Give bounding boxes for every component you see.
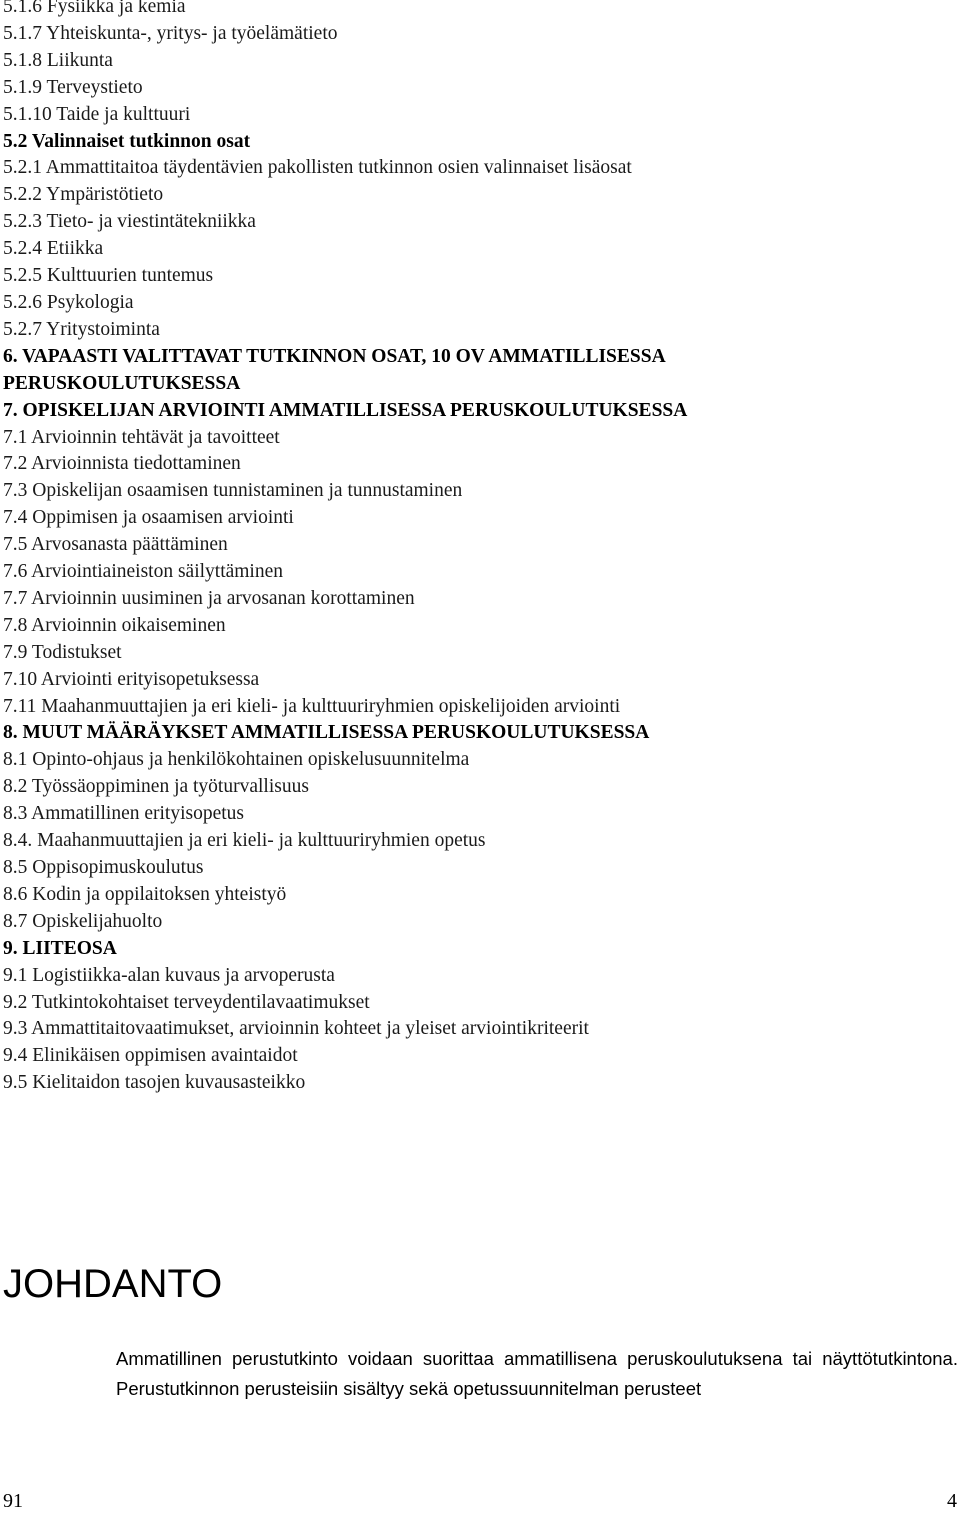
toc-entry: 5.1.10 Taide ja kulttuuri xyxy=(3,103,191,125)
toc-heading: 7. OPISKELIJAN ARVIOINTI AMMATILLISESSA PERUSKOULUTUKSESSA xyxy=(3,399,688,421)
toc-entry: 7.1 Arvioinnin tehtävät ja tavoitteet xyxy=(3,426,280,448)
toc-entry: 8.4. Maahanmuuttajien ja eri kieli- ja kulttuuriryhmien opetus xyxy=(3,830,486,852)
toc-heading: 8. MUUT MÄÄRÄYKSET AMMATILLISESSA PERUSKOULUTUKSESSA xyxy=(3,722,650,744)
toc-entry: 8.2 Työssäoppiminen ja työturvallisuus xyxy=(3,776,309,798)
toc-entry: 5.1.6 Fysiikka ja kemia xyxy=(3,0,186,17)
toc-entry: 5.2.6 Psykologia xyxy=(3,291,134,313)
toc-entry: 7.6 Arviointiaineiston säilyttäminen xyxy=(3,561,284,583)
toc-entry: 7.4 Oppimisen ja osaamisen arviointi xyxy=(3,507,294,529)
toc-entry: 7.2 Arvioinnista tiedottaminen xyxy=(3,453,241,475)
toc-heading: 5.2 Valinnaiset tutkinnon osat xyxy=(3,130,251,152)
toc-entry: 7.8 Arvioinnin oikaiseminen xyxy=(3,614,226,636)
toc-entry: 5.2.1 Ammattitaitoa täydentävien pakollisten tutkinnon osien valinnaiset lisäosat xyxy=(3,157,632,179)
toc-entry: 5.2.5 Kulttuurien tuntemus xyxy=(3,265,214,287)
toc-entry: 9.5 Kielitaidon tasojen kuvausasteikko xyxy=(3,1072,306,1094)
page-number: 4 xyxy=(947,1490,957,1512)
toc-entry: 7.9 Todistukset xyxy=(3,641,122,663)
toc-entry: 8.5 Oppisopimuskoulutus xyxy=(3,857,204,878)
toc-entry: 8.7 Opiskelijahuolto xyxy=(3,910,163,932)
toc-entry: 9.2 Tutkintokohtaiset terveydentilavaatimukset xyxy=(3,991,370,1013)
intro-paragraph: Ammatillinen perustutkinto voidaan suorittaa ammatillisena peruskoulutuksena tai näyttötutkintona. Perustutkinnon perusteisiin sisältyy sekä opetussuunnitelman perusteet xyxy=(116,1348,958,1399)
toc-entry: 8.6 Kodin ja oppilaitoksen yhteistyö xyxy=(3,883,287,905)
toc-entry: 7.3 Opiskelijan osaamisen tunnistaminen ja tunnustaminen xyxy=(3,480,463,502)
section-title: JOHDANTO xyxy=(3,1262,223,1306)
toc-entry: 7.11 Maahanmuuttajien ja eri kieli- ja kulttuuriryhmien opiskelijoiden arviointi xyxy=(3,695,621,717)
toc-entry: 5.2.2 Ympäristötieto xyxy=(3,184,164,206)
toc-entry: 9.3 Ammattitaitovaatimukset, arvioinnin kohteet ja yleiset arviointikriteerit xyxy=(3,1018,589,1040)
toc-entry: 5.2.7 Yritystoiminta xyxy=(3,318,160,340)
table-of-contents xyxy=(3,0,953,1097)
toc-entry: 7.5 Arvosanasta päättäminen xyxy=(3,534,228,556)
toc-entry: 8.3 Ammatillinen erityisopetus xyxy=(3,803,245,825)
toc-heading: 9. LIITEOSA xyxy=(3,937,117,959)
footer-left-number: 91 xyxy=(3,1490,23,1512)
toc-entry: 5.1.8 Liikunta xyxy=(3,49,113,71)
toc-entry: 9.1 Logistiikka-alan kuvaus ja arvoperusta xyxy=(3,964,335,986)
toc-entry: 5.1.7 Yhteiskunta-, yritys- ja työelämätieto xyxy=(3,22,338,44)
toc-entry: 5.2.4 Etiikka xyxy=(3,238,104,260)
toc-entry: 5.2.3 Tieto- ja viestintätekniikka xyxy=(3,211,256,233)
page-footer xyxy=(0,1490,960,1516)
toc-entry: 5.1.9 Terveystieto xyxy=(3,76,143,98)
toc-entry: 9.4 Elinikäisen oppimisen avaintaidot xyxy=(3,1045,298,1067)
toc-entry: 7.7 Arvioinnin uusiminen ja arvosanan korottaminen xyxy=(3,587,415,609)
toc-entry: 8.1 Opinto-ohjaus ja henkilökohtainen opiskelusuunnitelma xyxy=(3,749,470,771)
toc-heading: 6. VAPAASTI VALITTAVAT TUTKINNON OSAT, 10 OV AMMATILLISESSA PERUSKOULUTUKSESSA xyxy=(3,345,665,394)
toc-entry: 7.10 Arviointi erityisopetuksessa xyxy=(3,668,260,690)
